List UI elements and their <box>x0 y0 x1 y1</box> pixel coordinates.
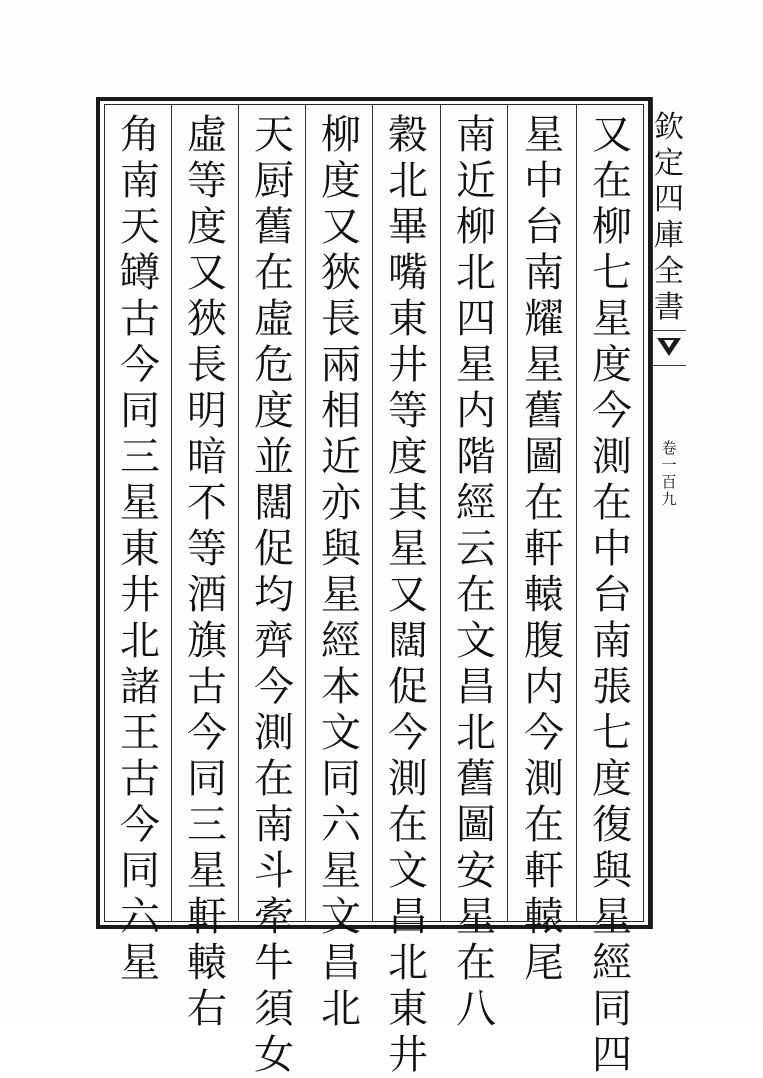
text-glyph: 文 <box>388 848 428 894</box>
text-glyph: 北 <box>388 158 428 204</box>
text-glyph: 軒 <box>524 526 564 572</box>
fold-rule <box>652 365 686 366</box>
text-glyph: 昌 <box>321 940 361 986</box>
text-glyph: 與 <box>592 848 632 894</box>
text-glyph: 並 <box>254 434 294 480</box>
text-glyph: 東 <box>388 986 428 1032</box>
text-glyph: 測 <box>524 756 564 802</box>
text-glyph: 南 <box>120 158 160 204</box>
text-glyph: 在 <box>592 158 632 204</box>
text-glyph: 同 <box>187 756 227 802</box>
text-glyph: 云 <box>456 526 496 572</box>
text-glyph: 在 <box>456 940 496 986</box>
text-glyph: 均 <box>254 572 294 618</box>
text-glyph: 尾 <box>524 940 564 986</box>
text-column-8 <box>110 112 170 986</box>
volume-label <box>660 440 678 508</box>
text-glyph: 八 <box>456 986 496 1032</box>
text-column-3 <box>446 112 506 1032</box>
text-glyph: 轅 <box>187 940 227 986</box>
text-glyph: 長 <box>187 342 227 388</box>
text-glyph: 圖 <box>524 434 564 480</box>
text-glyph: 柳 <box>456 204 496 250</box>
text-glyph: 六 <box>120 894 160 940</box>
text-glyph: 今 <box>254 664 294 710</box>
text-glyph: 同 <box>592 986 632 1032</box>
text-glyph: 同 <box>120 388 160 434</box>
text-glyph: 今 <box>388 710 428 756</box>
column-rule <box>238 104 239 922</box>
text-glyph: 星 <box>456 342 496 388</box>
text-glyph: 促 <box>254 526 294 572</box>
text-glyph: 星 <box>456 894 496 940</box>
text-glyph: 經 <box>456 480 496 526</box>
fold-rule <box>652 330 686 331</box>
text-glyph: 七 <box>592 710 632 756</box>
text-glyph: 昌 <box>388 894 428 940</box>
text-glyph: 角 <box>120 112 160 158</box>
text-glyph: 舊 <box>254 204 294 250</box>
column-rule <box>440 104 441 922</box>
text-glyph: 星 <box>321 572 361 618</box>
text-glyph: 今 <box>592 388 632 434</box>
text-glyph: 女 <box>254 1032 294 1078</box>
text-glyph: 北 <box>456 710 496 756</box>
text-glyph: 井 <box>120 572 160 618</box>
text-column-1 <box>582 112 642 1078</box>
text-glyph: 旗 <box>187 618 227 664</box>
text-glyph: 北 <box>120 618 160 664</box>
text-glyph: 又 <box>592 112 632 158</box>
text-glyph: 七 <box>592 250 632 296</box>
text-glyph: 度 <box>187 204 227 250</box>
text-column-4 <box>378 112 438 1078</box>
text-glyph: 須 <box>254 986 294 1032</box>
text-glyph: 在 <box>456 572 496 618</box>
text-glyph: 東 <box>120 526 160 572</box>
text-glyph: 台 <box>592 572 632 618</box>
text-glyph: 闊 <box>254 480 294 526</box>
text-glyph: 轅 <box>524 894 564 940</box>
text-glyph: 經 <box>321 618 361 664</box>
text-glyph: 等 <box>187 158 227 204</box>
text-glyph: 六 <box>321 802 361 848</box>
text-glyph: 一 <box>661 456 677 474</box>
text-glyph: 相 <box>321 388 361 434</box>
text-glyph: 南 <box>524 250 564 296</box>
text-glyph: 古 <box>120 296 160 342</box>
text-glyph: 欽 <box>654 110 684 145</box>
text-glyph: 又 <box>388 572 428 618</box>
text-glyph: 卷 <box>661 439 677 457</box>
text-glyph: 天 <box>120 204 160 250</box>
text-glyph: 天 <box>254 112 294 158</box>
text-glyph: 星 <box>592 894 632 940</box>
text-glyph: 星 <box>120 480 160 526</box>
text-glyph: 度 <box>321 158 361 204</box>
text-glyph: 度 <box>254 388 294 434</box>
text-glyph: 闊 <box>388 618 428 664</box>
text-glyph: 本 <box>321 664 361 710</box>
text-glyph: 測 <box>388 756 428 802</box>
text-glyph: 狹 <box>321 250 361 296</box>
text-glyph: 轅 <box>524 572 564 618</box>
text-column-2 <box>514 112 574 986</box>
text-glyph: 南 <box>254 802 294 848</box>
text-glyph: 等 <box>187 526 227 572</box>
text-glyph: 階 <box>456 434 496 480</box>
text-glyph: 北 <box>321 986 361 1032</box>
text-glyph: 明 <box>187 388 227 434</box>
text-glyph: 在 <box>254 250 294 296</box>
text-glyph: 文 <box>321 710 361 756</box>
text-glyph: 罇 <box>120 250 160 296</box>
text-glyph: 斗 <box>254 848 294 894</box>
text-glyph: 暗 <box>187 434 227 480</box>
text-glyph: 圖 <box>456 802 496 848</box>
text-glyph: 古 <box>187 664 227 710</box>
text-glyph: 王 <box>120 710 160 756</box>
column-rule <box>507 104 508 922</box>
text-glyph: 三 <box>187 802 227 848</box>
text-glyph: 在 <box>254 756 294 802</box>
text-glyph: 諸 <box>120 664 160 710</box>
text-glyph: 今 <box>120 342 160 388</box>
text-glyph: 又 <box>321 204 361 250</box>
text-glyph: 北 <box>388 940 428 986</box>
text-glyph: 腹 <box>524 618 564 664</box>
text-glyph: 内 <box>456 388 496 434</box>
text-glyph: 經 <box>592 940 632 986</box>
text-glyph: 測 <box>592 434 632 480</box>
text-glyph: 畢 <box>388 204 428 250</box>
column-rule <box>171 104 172 922</box>
text-glyph: 今 <box>524 710 564 756</box>
text-glyph: 狹 <box>187 296 227 342</box>
text-glyph: 軒 <box>524 848 564 894</box>
text-glyph: 井 <box>388 1032 428 1078</box>
text-glyph: 星 <box>187 848 227 894</box>
text-glyph: 四 <box>592 1032 632 1078</box>
text-glyph: 危 <box>254 342 294 388</box>
text-glyph: 齊 <box>254 618 294 664</box>
text-glyph: 近 <box>321 434 361 480</box>
column-rule <box>372 104 373 922</box>
text-glyph: 安 <box>456 848 496 894</box>
book-title <box>654 110 684 326</box>
text-glyph: 右 <box>187 986 227 1032</box>
text-glyph: 星 <box>120 940 160 986</box>
text-glyph: 復 <box>592 802 632 848</box>
text-glyph: 南 <box>592 618 632 664</box>
text-glyph: 九 <box>661 490 677 508</box>
text-glyph: 三 <box>120 434 160 480</box>
text-glyph: 内 <box>524 664 564 710</box>
text-glyph: 耀 <box>524 296 564 342</box>
text-glyph: 不 <box>187 480 227 526</box>
text-glyph: 促 <box>388 664 428 710</box>
text-glyph: 四 <box>456 296 496 342</box>
text-glyph: 穀 <box>388 112 428 158</box>
text-glyph: 其 <box>388 480 428 526</box>
text-glyph: 井 <box>388 342 428 388</box>
text-glyph: 牛 <box>254 940 294 986</box>
text-glyph: 中 <box>592 526 632 572</box>
text-glyph: 嘴 <box>388 250 428 296</box>
text-glyph: 舊 <box>524 388 564 434</box>
text-glyph: 牽 <box>254 894 294 940</box>
text-glyph: 亦 <box>321 480 361 526</box>
text-glyph: 星 <box>388 526 428 572</box>
text-column-7 <box>177 112 237 1032</box>
text-glyph: 又 <box>187 250 227 296</box>
text-glyph: 張 <box>592 664 632 710</box>
text-glyph: 百 <box>661 473 677 491</box>
text-glyph: 軒 <box>187 894 227 940</box>
text-glyph: 古 <box>120 756 160 802</box>
text-glyph: 同 <box>321 756 361 802</box>
column-rule <box>305 104 306 922</box>
text-glyph: 兩 <box>321 342 361 388</box>
text-glyph: 昌 <box>456 664 496 710</box>
text-glyph: 酒 <box>187 572 227 618</box>
text-glyph: 在 <box>524 802 564 848</box>
fishtail-mark-icon <box>654 332 684 362</box>
text-glyph: 南 <box>456 112 496 158</box>
text-glyph: 四 <box>654 182 684 217</box>
text-column-5 <box>311 112 371 1032</box>
text-glyph: 今 <box>187 710 227 756</box>
text-glyph: 全 <box>654 254 684 289</box>
text-glyph: 測 <box>254 710 294 756</box>
text-glyph: 近 <box>456 158 496 204</box>
text-glyph: 台 <box>524 204 564 250</box>
text-glyph: 中 <box>524 158 564 204</box>
text-glyph: 星 <box>321 848 361 894</box>
text-glyph: 同 <box>120 848 160 894</box>
text-glyph: 文 <box>456 618 496 664</box>
column-rule <box>576 104 577 922</box>
text-glyph: 定 <box>654 146 684 181</box>
text-glyph: 虛 <box>187 112 227 158</box>
text-glyph: 在 <box>524 480 564 526</box>
text-glyph: 在 <box>592 480 632 526</box>
text-glyph: 虛 <box>254 296 294 342</box>
text-column-6 <box>244 112 304 1078</box>
text-glyph: 東 <box>388 296 428 342</box>
text-glyph: 等 <box>388 388 428 434</box>
text-glyph: 書 <box>654 290 684 325</box>
text-glyph: 度 <box>592 756 632 802</box>
text-glyph: 星 <box>592 296 632 342</box>
text-glyph: 度 <box>388 434 428 480</box>
text-glyph: 北 <box>456 250 496 296</box>
text-glyph: 庫 <box>654 218 684 253</box>
text-glyph: 文 <box>321 894 361 940</box>
text-glyph: 度 <box>592 342 632 388</box>
text-glyph: 柳 <box>321 112 361 158</box>
text-glyph: 在 <box>388 802 428 848</box>
text-glyph: 星 <box>524 112 564 158</box>
text-glyph: 星 <box>524 342 564 388</box>
text-glyph: 柳 <box>592 204 632 250</box>
text-glyph: 舊 <box>456 756 496 802</box>
text-glyph: 與 <box>321 526 361 572</box>
text-glyph: 今 <box>120 802 160 848</box>
text-glyph: 厨 <box>254 158 294 204</box>
text-glyph: 長 <box>321 296 361 342</box>
